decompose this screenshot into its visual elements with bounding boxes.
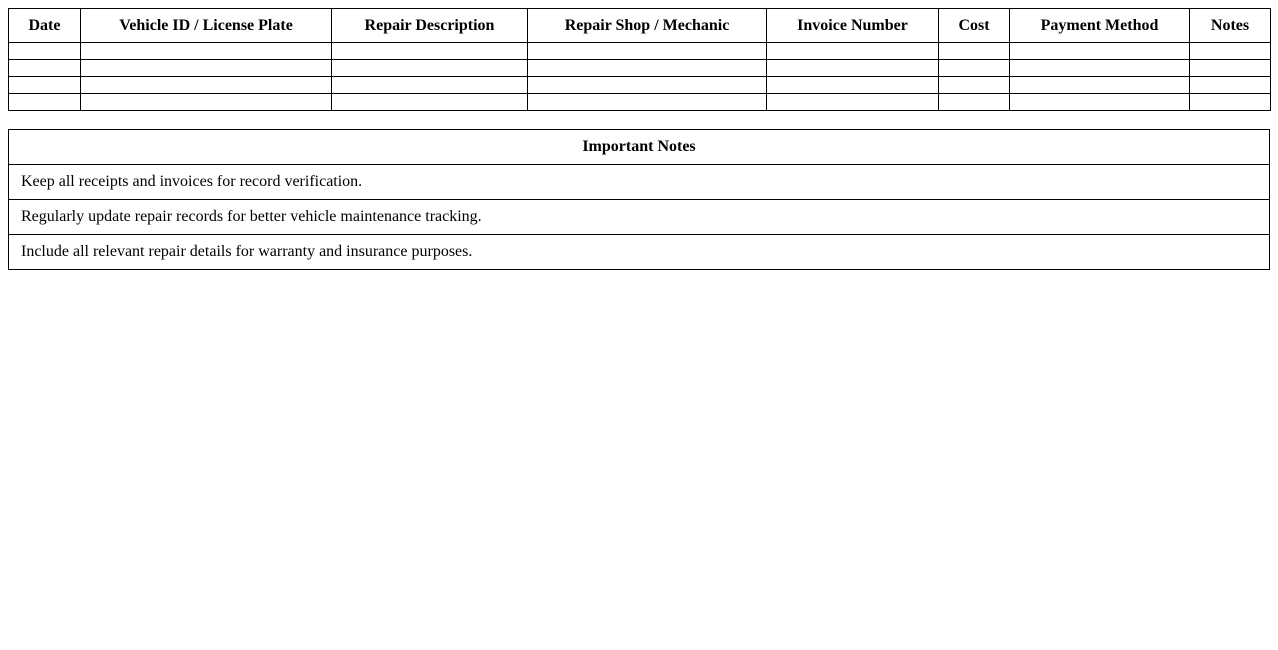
repair-log-table (8, 8, 1271, 111)
table-cell-payment-method[interactable] (1010, 94, 1190, 111)
table-cell-cost[interactable] (939, 43, 1010, 60)
list-item (9, 165, 1270, 200)
list-item (9, 235, 1270, 270)
table-row (9, 60, 1271, 77)
table-cell-vehicle-id[interactable] (81, 94, 332, 111)
table-cell-repair-description[interactable] (332, 94, 528, 111)
column-header-payment-method: Payment Method (1010, 9, 1190, 43)
table-cell-cost[interactable] (939, 60, 1010, 77)
table-cell-repair-shop[interactable] (528, 43, 767, 60)
table-cell-repair-shop[interactable] (528, 77, 767, 94)
table-row (9, 77, 1271, 94)
table-cell-date[interactable] (9, 94, 81, 111)
table-cell-repair-shop[interactable] (528, 60, 767, 77)
column-header-cost: Cost (939, 9, 1010, 43)
notes-header-row (9, 130, 1270, 165)
list-item (9, 200, 1270, 235)
table-cell-payment-method[interactable] (1010, 77, 1190, 94)
table-cell-vehicle-id[interactable] (81, 77, 332, 94)
table-header-row (9, 9, 1271, 43)
page (0, 0, 1278, 270)
table-cell-notes[interactable] (1190, 77, 1271, 94)
table-cell-repair-description[interactable] (332, 77, 528, 94)
table-cell-payment-method[interactable] (1010, 43, 1190, 60)
note-text: Keep all receipts and invoices for record verification. (9, 165, 1270, 200)
table-cell-date[interactable] (9, 60, 81, 77)
table-cell-cost[interactable] (939, 77, 1010, 94)
column-header-repair-shop: Repair Shop / Mechanic (528, 9, 767, 43)
table-cell-invoice-number[interactable] (767, 43, 939, 60)
column-header-notes: Notes (1190, 9, 1271, 43)
table-cell-invoice-number[interactable] (767, 60, 939, 77)
table-cell-repair-description[interactable] (332, 43, 528, 60)
column-header-invoice-number: Invoice Number (767, 9, 939, 43)
table-cell-date[interactable] (9, 43, 81, 60)
table-cell-cost[interactable] (939, 94, 1010, 111)
column-header-date: Date (9, 9, 81, 43)
table-cell-vehicle-id[interactable] (81, 43, 332, 60)
table-cell-repair-description[interactable] (332, 60, 528, 77)
table-cell-invoice-number[interactable] (767, 94, 939, 111)
important-notes-title: Important Notes (9, 130, 1270, 165)
table-cell-date[interactable] (9, 77, 81, 94)
table-cell-notes[interactable] (1190, 60, 1271, 77)
table-row (9, 94, 1271, 111)
note-text: Include all relevant repair details for warranty and insurance purposes. (9, 235, 1270, 270)
table-cell-notes[interactable] (1190, 43, 1271, 60)
table-row (9, 43, 1271, 60)
table-cell-notes[interactable] (1190, 94, 1271, 111)
important-notes-table (8, 129, 1270, 270)
table-cell-repair-shop[interactable] (528, 94, 767, 111)
table-cell-payment-method[interactable] (1010, 60, 1190, 77)
column-header-vehicle-id: Vehicle ID / License Plate (81, 9, 332, 43)
table-cell-invoice-number[interactable] (767, 77, 939, 94)
column-header-repair-description: Repair Description (332, 9, 528, 43)
note-text: Regularly update repair records for better vehicle maintenance tracking. (9, 200, 1270, 235)
table-cell-vehicle-id[interactable] (81, 60, 332, 77)
